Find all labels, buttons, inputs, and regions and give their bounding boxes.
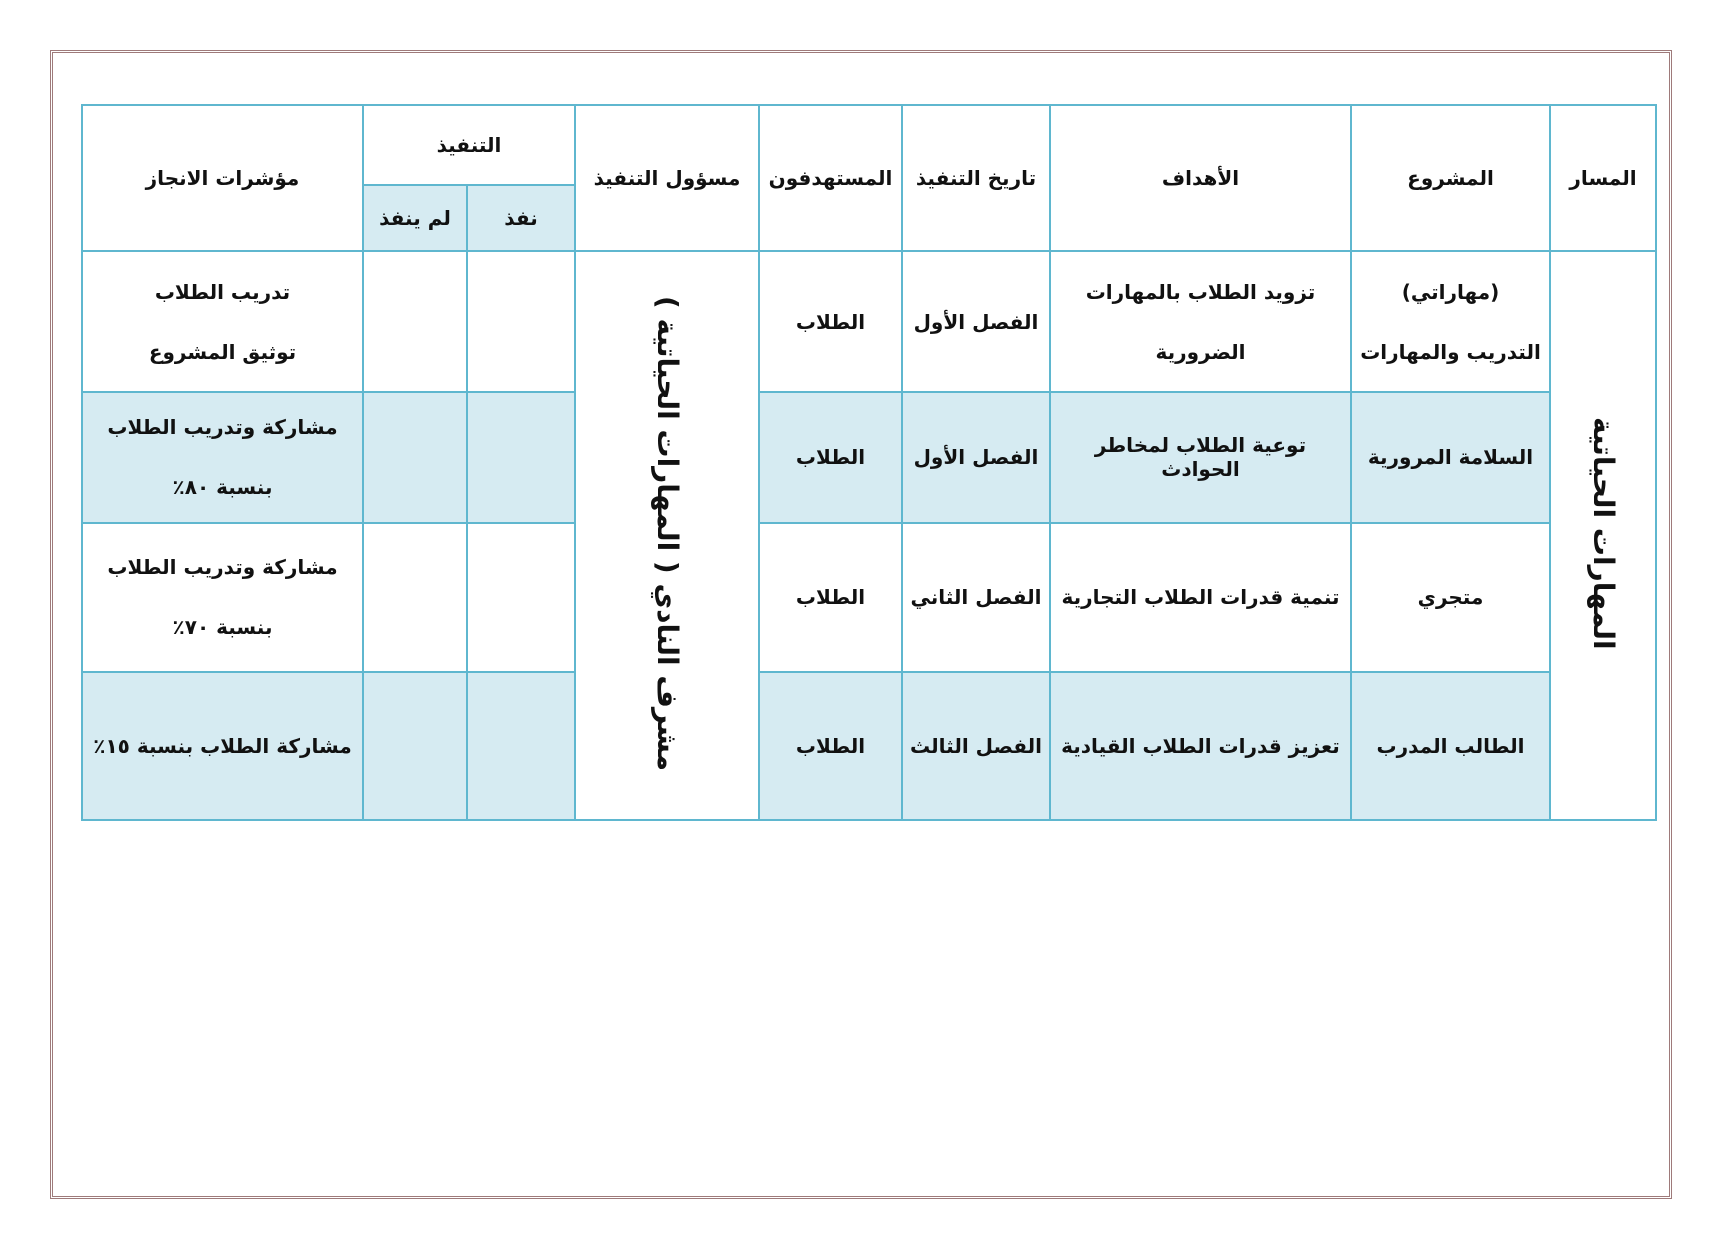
table-row <box>82 392 1656 523</box>
not-done-cell[interactable] <box>363 672 467 820</box>
indicator-line: توثيق المشروع <box>148 339 297 364</box>
project-cell: متجري <box>1351 523 1550 671</box>
done-cell[interactable] <box>467 523 575 671</box>
header-goals: الأهداف <box>1050 105 1351 251</box>
date-cell: الفصل الأول <box>902 392 1050 523</box>
club-plan-table <box>81 104 1657 821</box>
goal-cell: تنمية قدرات الطلاب التجارية <box>1050 523 1351 671</box>
goal-cell: تعزيز قدرات الطلاب القيادية <box>1050 672 1351 820</box>
indicators-cell <box>82 523 363 671</box>
not-done-cell[interactable] <box>363 392 467 523</box>
header-done: نفذ <box>467 185 575 251</box>
indicators-cell <box>82 251 363 391</box>
date-cell: الفصل الثالث <box>902 672 1050 820</box>
project-cell: الطالب المدرب <box>1351 672 1550 820</box>
project-cell: السلامة المرورية <box>1351 392 1550 523</box>
goal-cell: توعية الطلاب لمخاطر الحوادث <box>1050 392 1351 523</box>
project-line: (مهاراتي) <box>1401 279 1500 304</box>
target-cell: الطلاب <box>759 523 902 671</box>
indicators-cell: مشاركة الطلاب بنسبة ١٥٪ <box>82 672 363 820</box>
goal-line: تزويد الطلاب بالمهارات <box>1085 279 1316 304</box>
track-value: المهارات الحياتية <box>1586 416 1620 650</box>
target-cell: الطلاب <box>759 672 902 820</box>
done-cell[interactable] <box>467 672 575 820</box>
header-indicators: مؤشرات الانجاز <box>82 105 363 251</box>
table-row <box>82 251 1656 391</box>
indicators-cell <box>82 392 363 523</box>
header-implementation: التنفيذ <box>363 105 575 185</box>
indicator-line: مشاركة وتدريب الطلاب <box>107 415 338 440</box>
date-cell: الفصل الثاني <box>902 523 1050 671</box>
indicator-line: بنسبة ٧٠٪ <box>172 615 273 640</box>
header-project: المشروع <box>1351 105 1550 251</box>
table-row <box>82 523 1656 671</box>
header-not-done: لم ينفذ <box>363 185 467 251</box>
indicator-line: تدريب الطلاب <box>154 279 291 304</box>
goal-cell <box>1050 251 1351 391</box>
header-responsible: مسؤول التنفيذ <box>575 105 759 251</box>
header-track: المسار <box>1550 105 1656 251</box>
track-cell <box>1550 251 1656 820</box>
goal-line: الضرورية <box>1155 339 1246 364</box>
target-cell: الطلاب <box>759 392 902 523</box>
date-cell: الفصل الأول <box>902 251 1050 391</box>
not-done-cell[interactable] <box>363 251 467 391</box>
not-done-cell[interactable] <box>363 523 467 671</box>
done-cell[interactable] <box>467 392 575 523</box>
target-cell: الطلاب <box>759 251 902 391</box>
indicator-line: مشاركة وتدريب الطلاب <box>107 555 338 580</box>
done-cell[interactable] <box>467 251 575 391</box>
table-row <box>82 672 1656 820</box>
header-targets: المستهدفون <box>759 105 902 251</box>
project-cell <box>1351 251 1550 391</box>
header-date: تاريخ التنفيذ <box>902 105 1050 251</box>
responsible-value: مشرف النادي ( المهارات الحياتية ) <box>650 295 684 771</box>
responsible-cell <box>575 251 759 820</box>
indicator-line: بنسبة ٨٠٪ <box>172 475 273 500</box>
project-line: التدريب والمهارات <box>1360 339 1541 364</box>
